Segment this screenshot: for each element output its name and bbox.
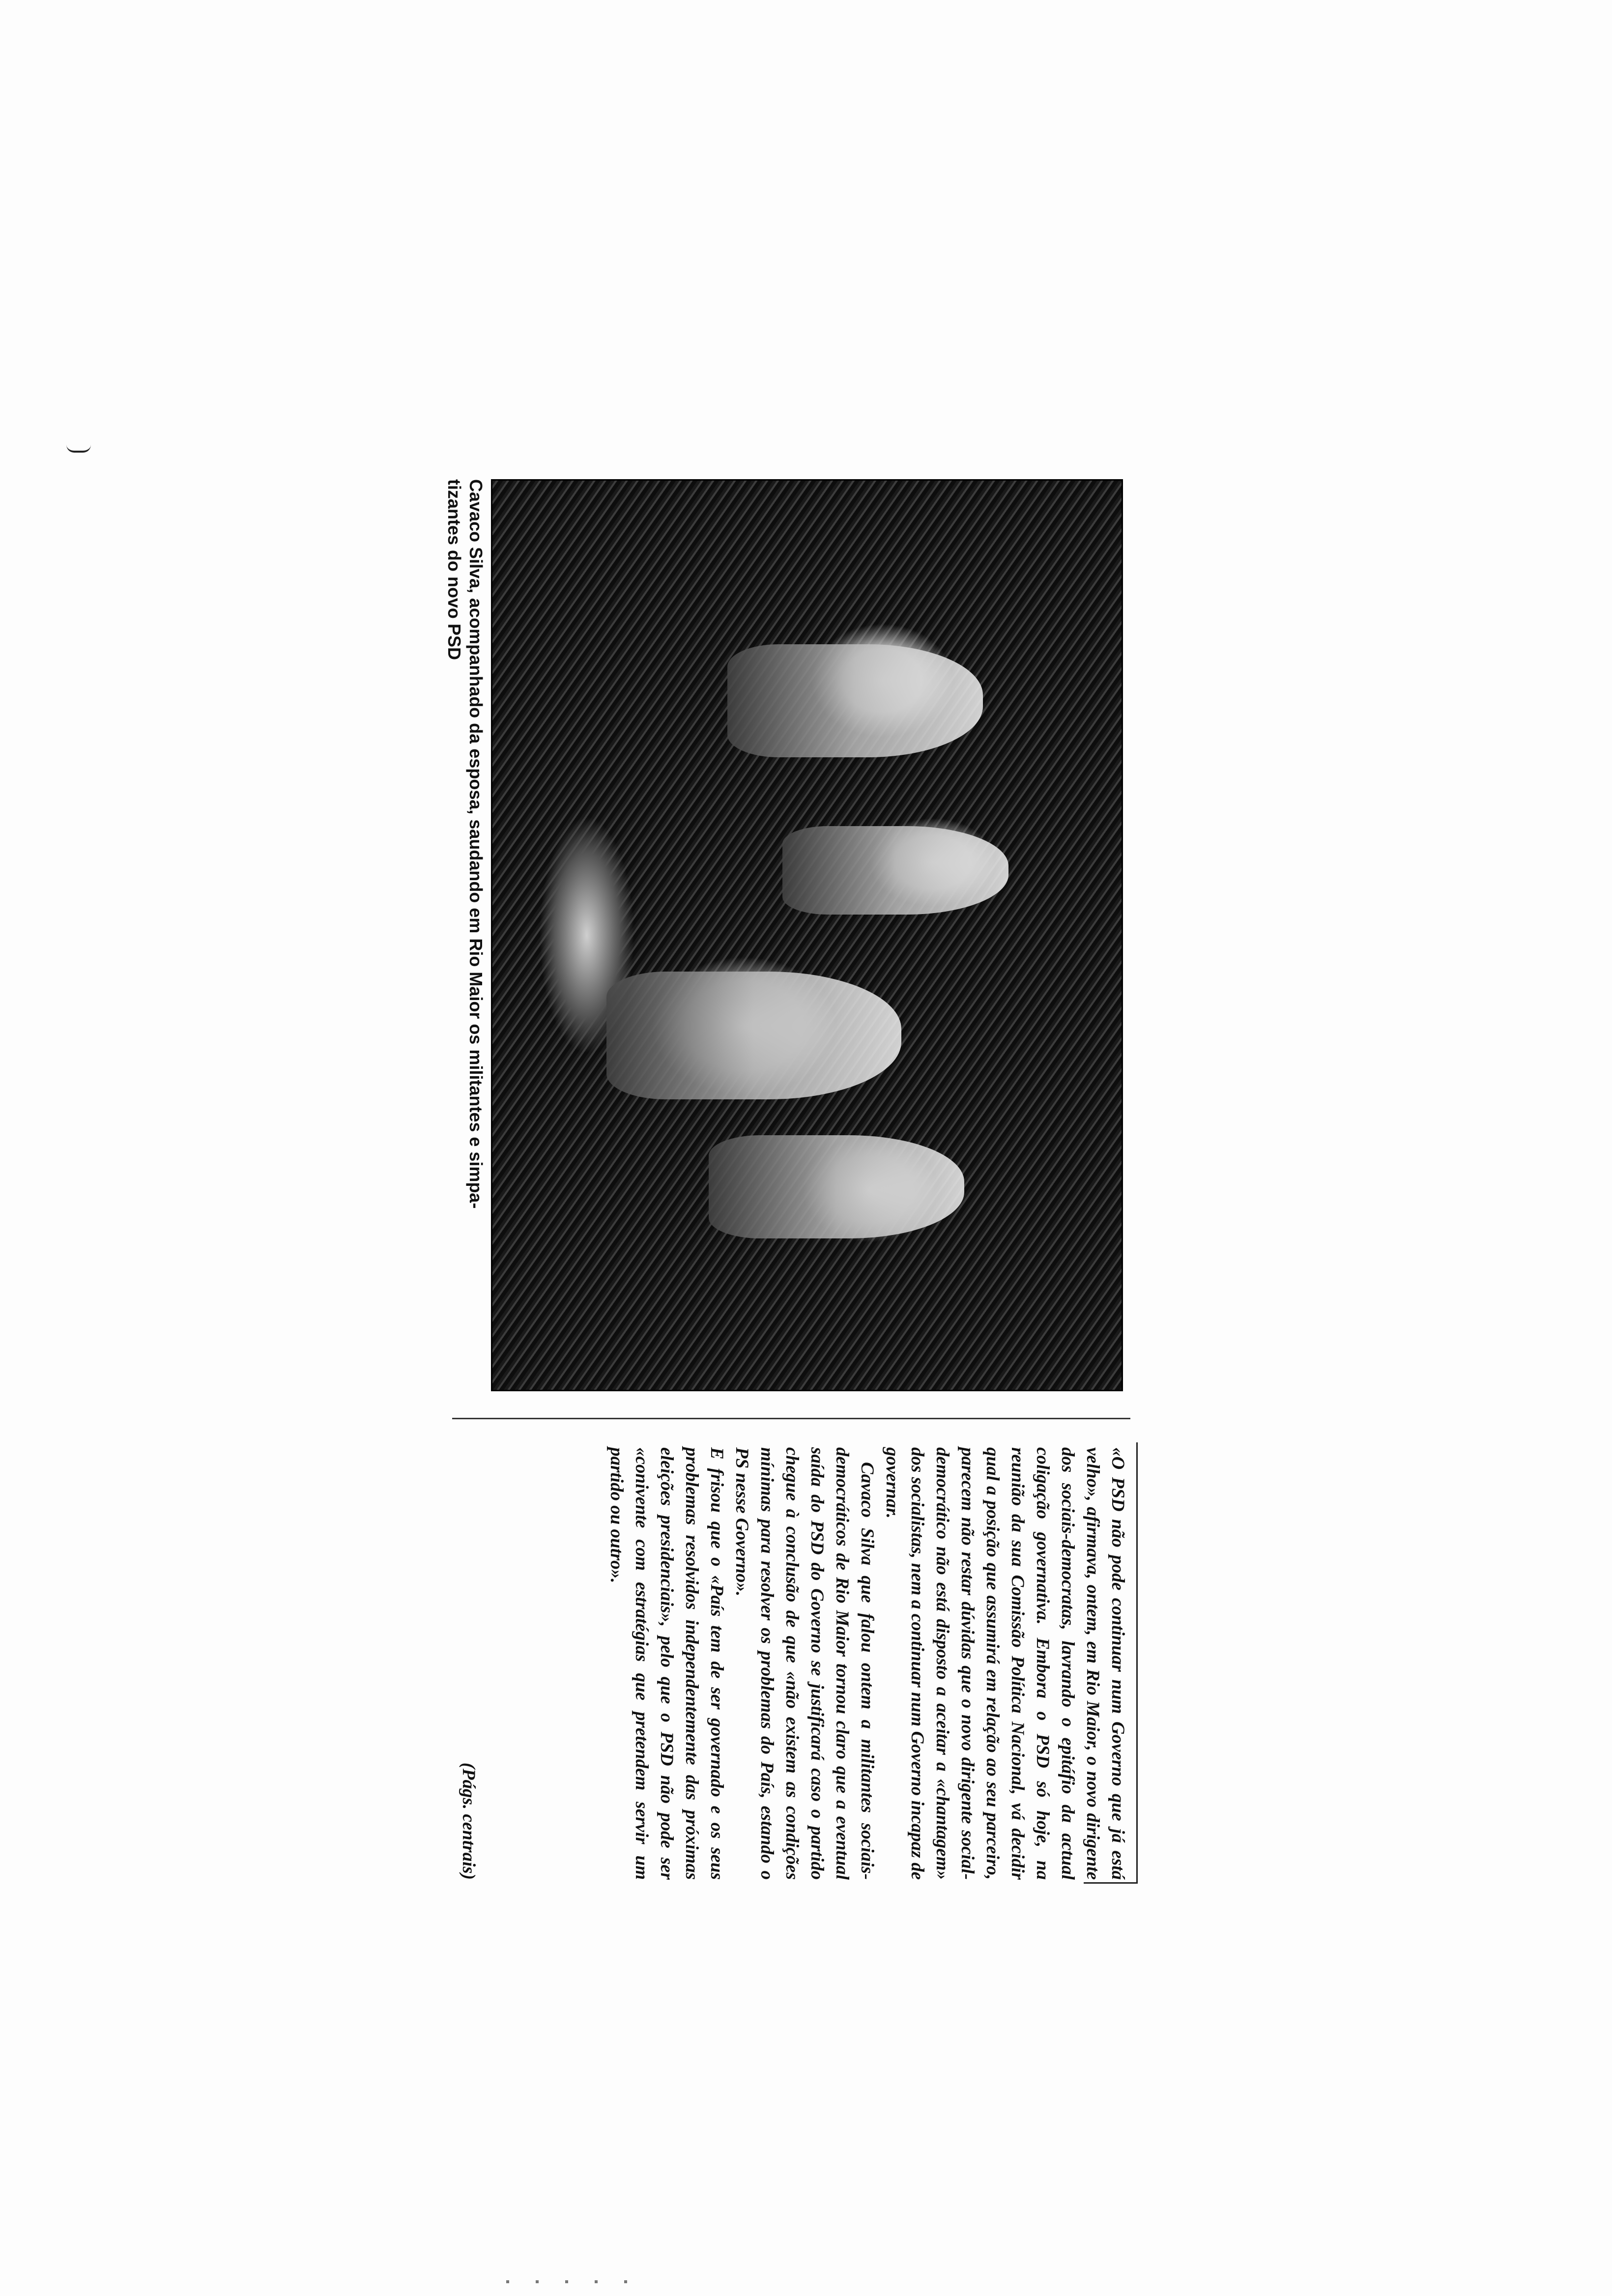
article-border — [1084, 1882, 1138, 1884]
photo-figure — [709, 1135, 964, 1238]
stray-ink-mark — [66, 445, 91, 453]
newspaper-clipping — [437, 459, 1160, 1899]
scan-specks — [506, 2280, 654, 2283]
photo-figure — [727, 644, 983, 757]
article-border — [1136, 1442, 1138, 1882]
photo-figure — [782, 826, 1008, 915]
page-reference: (Págs. centrais) — [459, 1762, 479, 1880]
photo-caption-line: Cavaco Silva, acompanhado da esposa, saudando em Rio Maior os militantes e simpa- — [466, 479, 486, 1209]
photo-caption-line: tizantes do novo PSD — [444, 479, 464, 660]
photo-block — [437, 459, 1160, 1374]
article-paragraph: Cavaco Silva que falou ontem a militantes sociais-democráticos de Rio Maior tornou claro que a eventual saída do PSD do Governo se justificará caso o partido chegue à conclusão de que «não existem as condições mínimas para resolver os problemas do País, estando o PS nesse Governo». — [732, 1447, 877, 1880]
photo-caption — [443, 479, 487, 1388]
article-paragraph: «O PSD não pode continuar num Governo que já está velho», afirmava, ontem, em Rio Maior, o novo dirigente dos sociais-democratas, lavrando o epitáfio da actual coligação governativa. Embora o PSD só hoje, na reunião da sua Comissão Política Nacional, vá decidir qual a posição que assumirá em relação ao seu parceiro, parecem não restar dúvidas que o novo dirigente social-democrático não está disposto a aceitar a «chantagem» dos socialistas, nem a continuar num Governo incapaz de governar. — [882, 1447, 1128, 1880]
article-paragraph: E frisou que o «País tem de ser governado e os seus problemas resolvidos independentemente das próximas eleições presidenciais», pelo que o PSD não pode ser «conivente com estratégias que pretendem servir um partido ou outro». — [606, 1447, 727, 1880]
photo-figure — [606, 972, 901, 1099]
article-body — [462, 1447, 1130, 1880]
news-photo — [491, 479, 1123, 1391]
column-divider — [452, 1418, 1130, 1419]
